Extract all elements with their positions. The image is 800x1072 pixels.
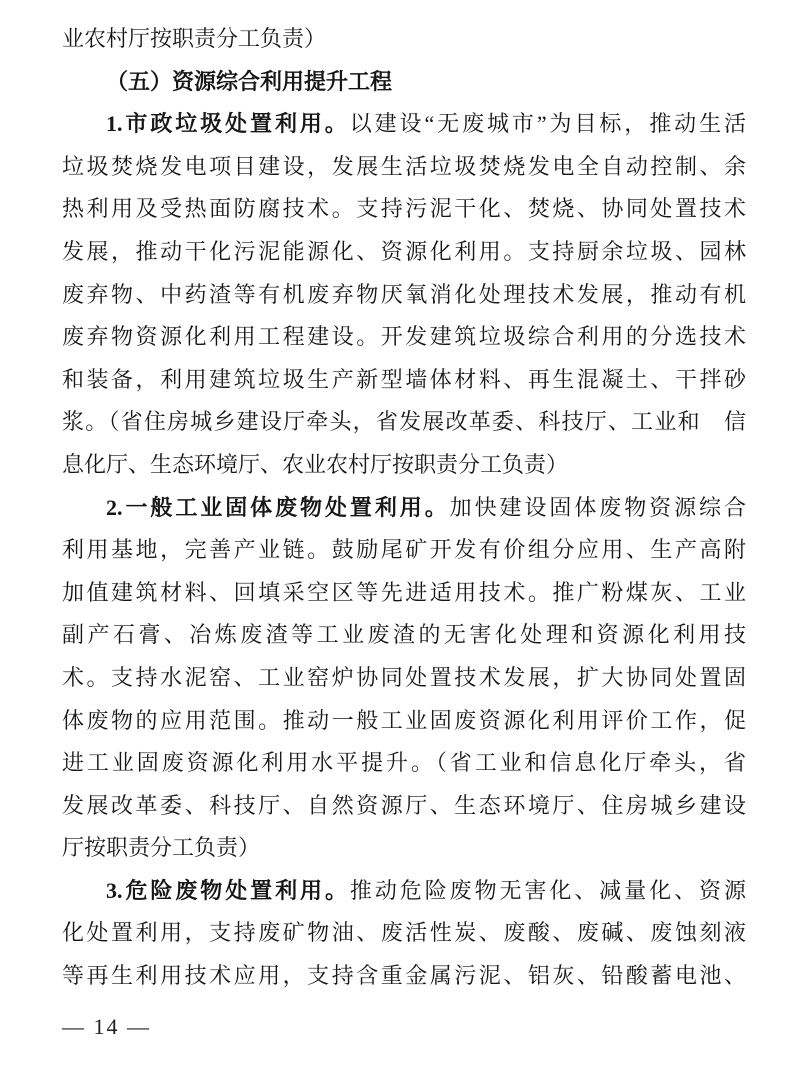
line-text: 加快建设固体废物资源综合: [449, 494, 746, 520]
text-line: [62, 529, 746, 572]
text-line: [62, 103, 746, 146]
line-text: 化处置利用，支持废矿物油、废活性炭、废酸、废碱、废蚀刻液: [62, 920, 746, 946]
line-text: 废弃物资源化利用工程建设。开发建筑垃圾综合利用的分选技术: [62, 324, 746, 350]
text-line: [62, 401, 746, 444]
text-line: [62, 870, 746, 913]
line-text: 推动危险废物无害化、减量化、资源: [349, 877, 746, 903]
text-line: [62, 188, 746, 231]
line-text: 厅按职责分工负责）: [62, 835, 261, 861]
line-text: 热利用及受热面防腐技术。支持污泥干化、焚烧、协同处置技术: [62, 196, 746, 222]
line-text: 发展改革委、科技厅、自然资源厅、生态环境厅、住房城乡建设: [62, 792, 746, 818]
line-text: 息化厅、生态环境厅、农业农村厅按职责分工负责）: [62, 451, 569, 477]
line-text: 业农村厅按职责分工负责）: [62, 26, 327, 51]
text-line: [62, 274, 746, 317]
text-line: [62, 487, 746, 530]
line-text: 利用基地，完善产业链。鼓励尾矿开发有价组分应用、生产高附: [62, 537, 746, 563]
line-text: 废弃物、中药渣等有机废弃物厌氧消化处理技术发展，推动有机: [62, 281, 746, 307]
line-text: 和装备，利用建筑垃圾生产新型墙体材料、再生混凝土、干拌砂: [62, 366, 746, 392]
section-heading: [62, 61, 746, 104]
paragraph-lead: 3.危险废物处置利用。: [106, 877, 350, 903]
text-line: [62, 444, 746, 487]
text-line: [62, 316, 746, 359]
text-line: [62, 912, 746, 955]
line-text: 垃圾焚烧发电项目建设，发展生活垃圾焚烧发电全自动控制、余: [62, 153, 746, 179]
line-text: 体废物的应用范围。推动一般工业固废资源化利用评价工作，促: [62, 707, 746, 733]
text-line: [62, 827, 746, 870]
text-line: [62, 742, 746, 785]
paragraph-lead: 2.一般工业固体废物处置利用。: [106, 494, 450, 520]
section-heading-text: （五）资源综合利用提升工程: [106, 68, 393, 94]
text-line: [62, 955, 746, 998]
document-body: [62, 18, 746, 998]
line-text: 术。支持水泥窑、工业窑炉协同处置技术发展，扩大协同处置固: [62, 664, 746, 690]
text-line: [62, 657, 746, 700]
line-text: 进工业固废资源化利用水平提升。（省工业和信息化厅牵头，省: [62, 750, 746, 776]
line-text: 浆。（省住房城乡建设厅牵头，省发展改革委、科技厅、工业和 信: [62, 409, 746, 435]
line-text: 加值建筑材料、回填采空区等先进适用技术。推广粉煤灰、工业: [62, 579, 746, 605]
text-line: [62, 614, 746, 657]
paragraph-lead: 1.市政垃圾处置利用。: [106, 111, 350, 137]
text-line: [62, 18, 746, 61]
text-line: [62, 359, 746, 402]
page-number: — 14 —: [62, 1014, 151, 1039]
line-text: 等再生利用技术应用，支持含重金属污泥、铝灰、铅酸蓄电池、: [62, 963, 746, 989]
text-line: [62, 146, 746, 189]
text-line: [62, 785, 746, 828]
text-line: [62, 231, 746, 274]
line-text: 以建设“无废城市”为目标，推动生活: [349, 111, 746, 137]
text-line: [62, 700, 746, 743]
line-text: 副产石膏、冶炼废渣等工业废渣的无害化处理和资源化利用技: [62, 622, 746, 648]
text-line: [62, 572, 746, 615]
line-text: 发展，推动干化污泥能源化、资源化利用。支持厨余垃圾、园林: [62, 238, 746, 264]
